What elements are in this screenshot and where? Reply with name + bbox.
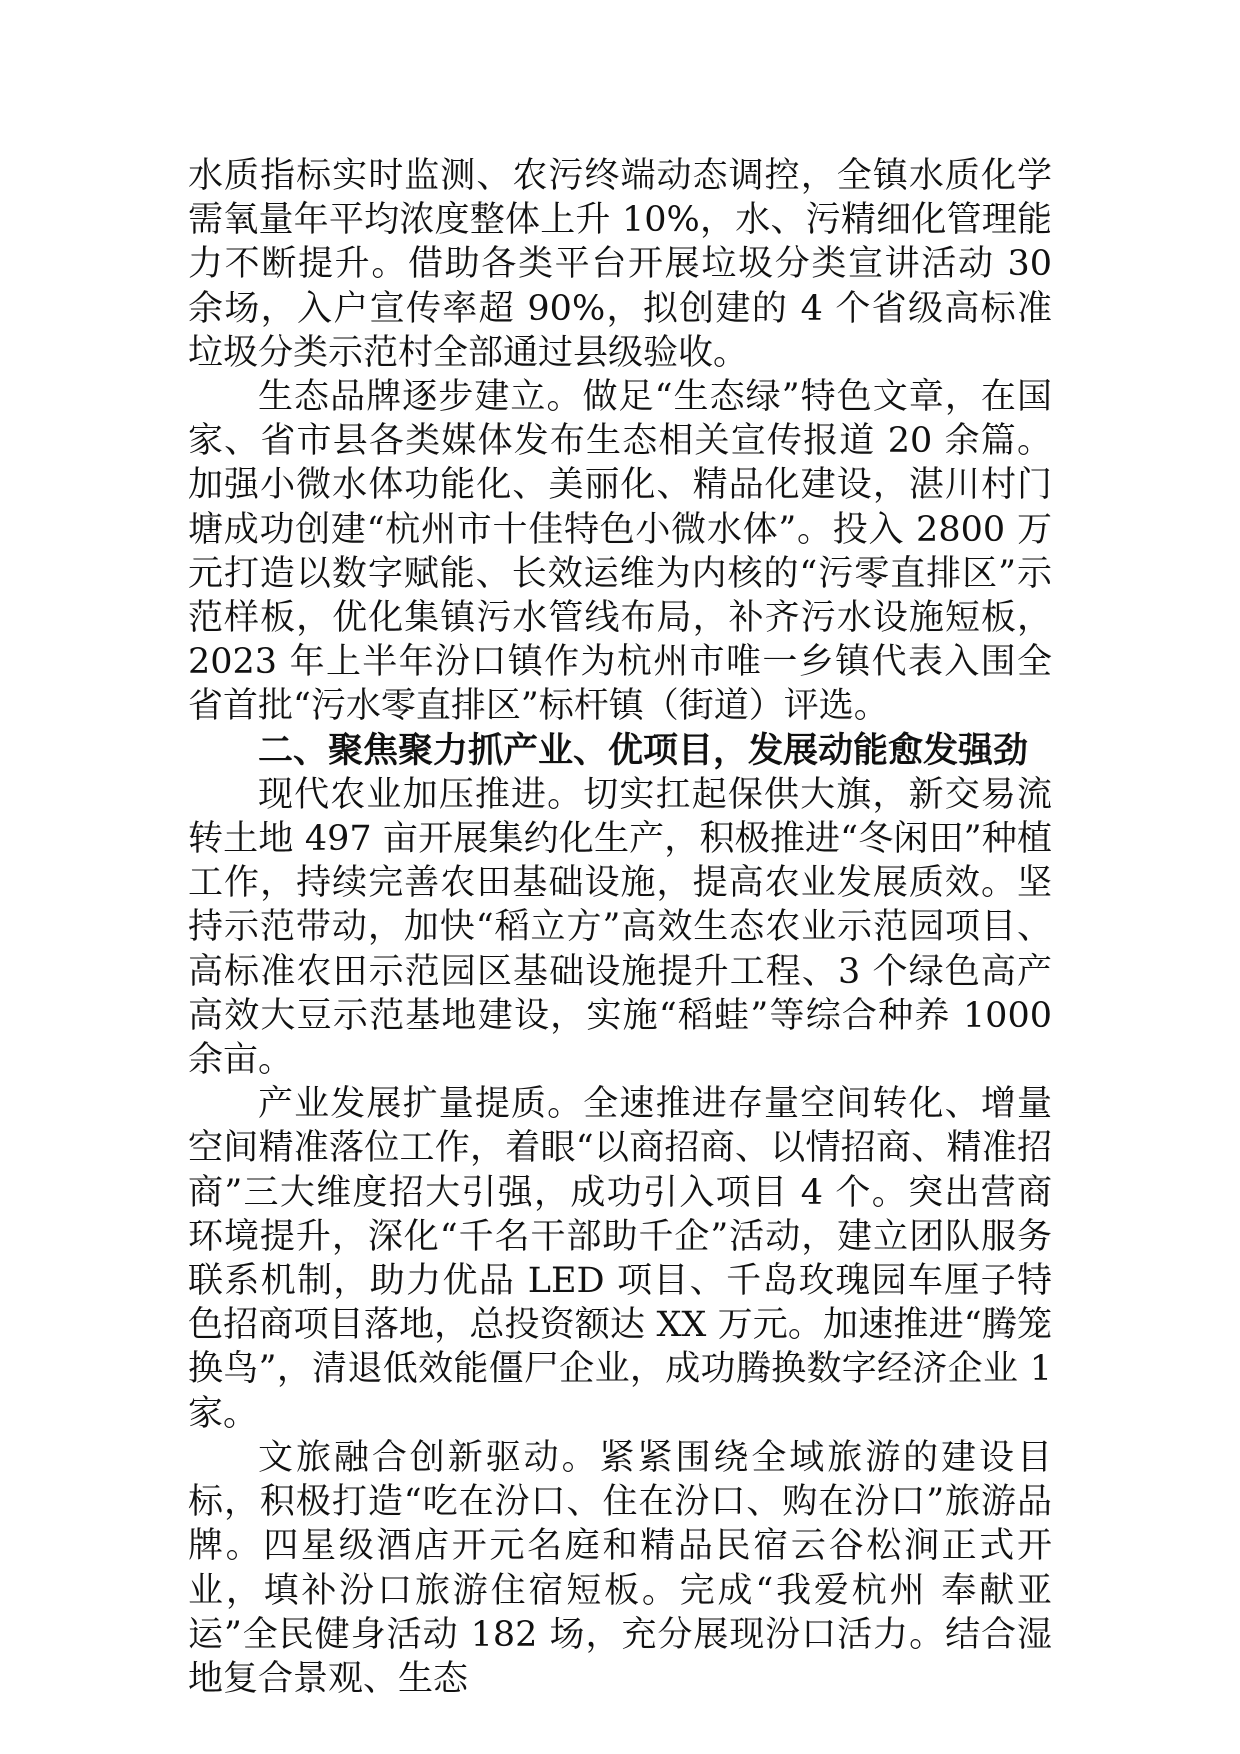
paragraph-modern-agriculture: 现代农业加压推进。切实扛起保供大旗，新交易流转土地 497 亩开展集约化生产，积极推进“冬闲田”种植工作，持续完善农田基础设施，提高农业发展质效。坚持示范带动，加快“稻立方”高效生态农业示范园项目、高标准农田示范园区基础设施提升工程、3 个绿色高产高效大豆示范基地建设，实施“稻蛙”等综合种养 1000 余亩。 (188, 774, 1052, 1081)
paragraph-culture-tourism: 文旅融合创新驱动。紧紧围绕全域旅游的建设目标，积极打造“吃在汾口、住在汾口、购在汾口”旅游品牌。四星级酒店开元名庭和精品民宿云谷松涧正式开业，填补汾口旅游住宿短板。完成“我爱杭州 奉献亚运”全民健身活动 182 场，充分展现汾口活力。结合湿地复合景观、生态 (188, 1437, 1052, 1699)
section-heading-industry: 二、聚焦聚力抓产业、优项目，发展动能愈发强劲 (258, 729, 1029, 771)
paragraph-water-quality: 水质指标实时监测、农污终端动态调控，全镇水质化学需氧量年平均浓度整体上升 10%，水、污精细化管理能力不断提升。借助各类平台开展垃圾分类宣讲活动 30 余场，入户宣传率超 90%，拟创建的 4 个省级高标准垃圾分类示范村全部通过县级验收。 (188, 156, 1052, 373)
body-text (188, 154, 1052, 1701)
paragraph-eco-brand: 生态品牌逐步建立。做足“生态绿”特色文章，在国家、省市县各类媒体发布生态相关宣传报道 20 余篇。加强小微水体功能化、美丽化、精品化建设，湛川村门塘成功创建“杭州市十佳特色小微水体”。投入 2800 万元打造以数字赋能、长效运维为内核的“污零直排区”示范样板，优化集镇污水管线布局，补齐污水设施短板，2023 年上半年汾口镇作为杭州市唯一乡镇代表入围全省首批“污水零直排区”标杆镇（街道）评选。 (188, 377, 1052, 727)
paragraph-industry-development: 产业发展扩量提质。全速推进存量空间转化、增量空间精准落位工作，着眼“以商招商、以情招商、精准招商”三大维度招大引强，成功引入项目 4 个。突出营商环境提升，深化“千名干部助千企”活动，建立团队服务联系机制，助力优品 LED 项目、千岛玫瑰园车厘子特色招商项目落地，总投资额达 XX 万元。加速推进“腾笼换鸟”，清退低效能僵尸企业，成功腾换数字经济企业 1 家。 (188, 1084, 1052, 1434)
